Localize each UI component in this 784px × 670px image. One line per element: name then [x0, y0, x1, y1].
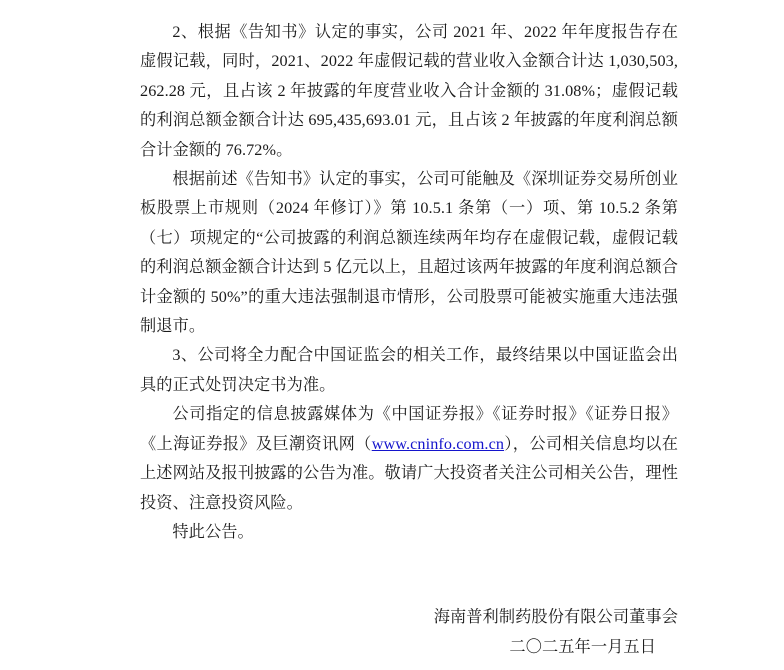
cninfo-website-link[interactable]: www.cninfo.com.cn	[371, 434, 505, 453]
paragraph-disclosure-media	[140, 400, 678, 518]
disclosure-media-suffix-text: ），公司相关信息均以在上述网站及报刊披露的公告为准。敬请广大投资者关注公司相关公告，理性投资、注意投资风险。	[140, 434, 678, 512]
signature-date: 二〇二五年一月五日	[509, 637, 656, 656]
signature-block	[140, 603, 678, 662]
paragraph-item-3: 3、公司将全力配合中国证监会的相关工作，最终结果以中国证监会出具的正式处罚决定书为准。	[140, 346, 678, 394]
paragraph-item-2: 2、根据《告知书》认定的事实，公司 2021 年、2022 年年度报告存在虚假记载，同时，2021、2022 年虚假记载的营业收入金额合计达 1,030,503,262.28 元，且占该 2 年披露的年度营业收入合计金额的 31.08%；虚假记载的利润总额金额合计达 695,435,693.01 元，且占该 2 年披露的年度利润总额合计金额的 76.72%。	[140, 23, 678, 159]
paragraph-item-2-continued: 根据前述《告知书》认定的事实，公司可能触及《深圳证券交易所创业板股票上市规则（2024 年修订）》第 10.5.1 条第（一）项、第 10.5.2 条第（七）项规定的“公司披露的利润总额连续两年均存在虚假记载，虚假记载的利润总额金额合计达到 5 亿元以上，且超过该两年披露的年度利润总额合计金额的 50%”的重大违法强制退市情形，公司股票可能被实施重大违法强制退市。	[140, 170, 678, 336]
document-body	[140, 18, 678, 662]
disclosure-media-prefix-text: 公司指定的信息披露媒体为《中国证券报》《证券时报》《证券日报》《上海证券报》及巨潮资讯网（	[140, 405, 678, 453]
paragraph-closing-notice: 特此公告。	[172, 522, 254, 541]
signature-issuer: 海南普利制药股份有限公司董事会	[433, 608, 678, 627]
